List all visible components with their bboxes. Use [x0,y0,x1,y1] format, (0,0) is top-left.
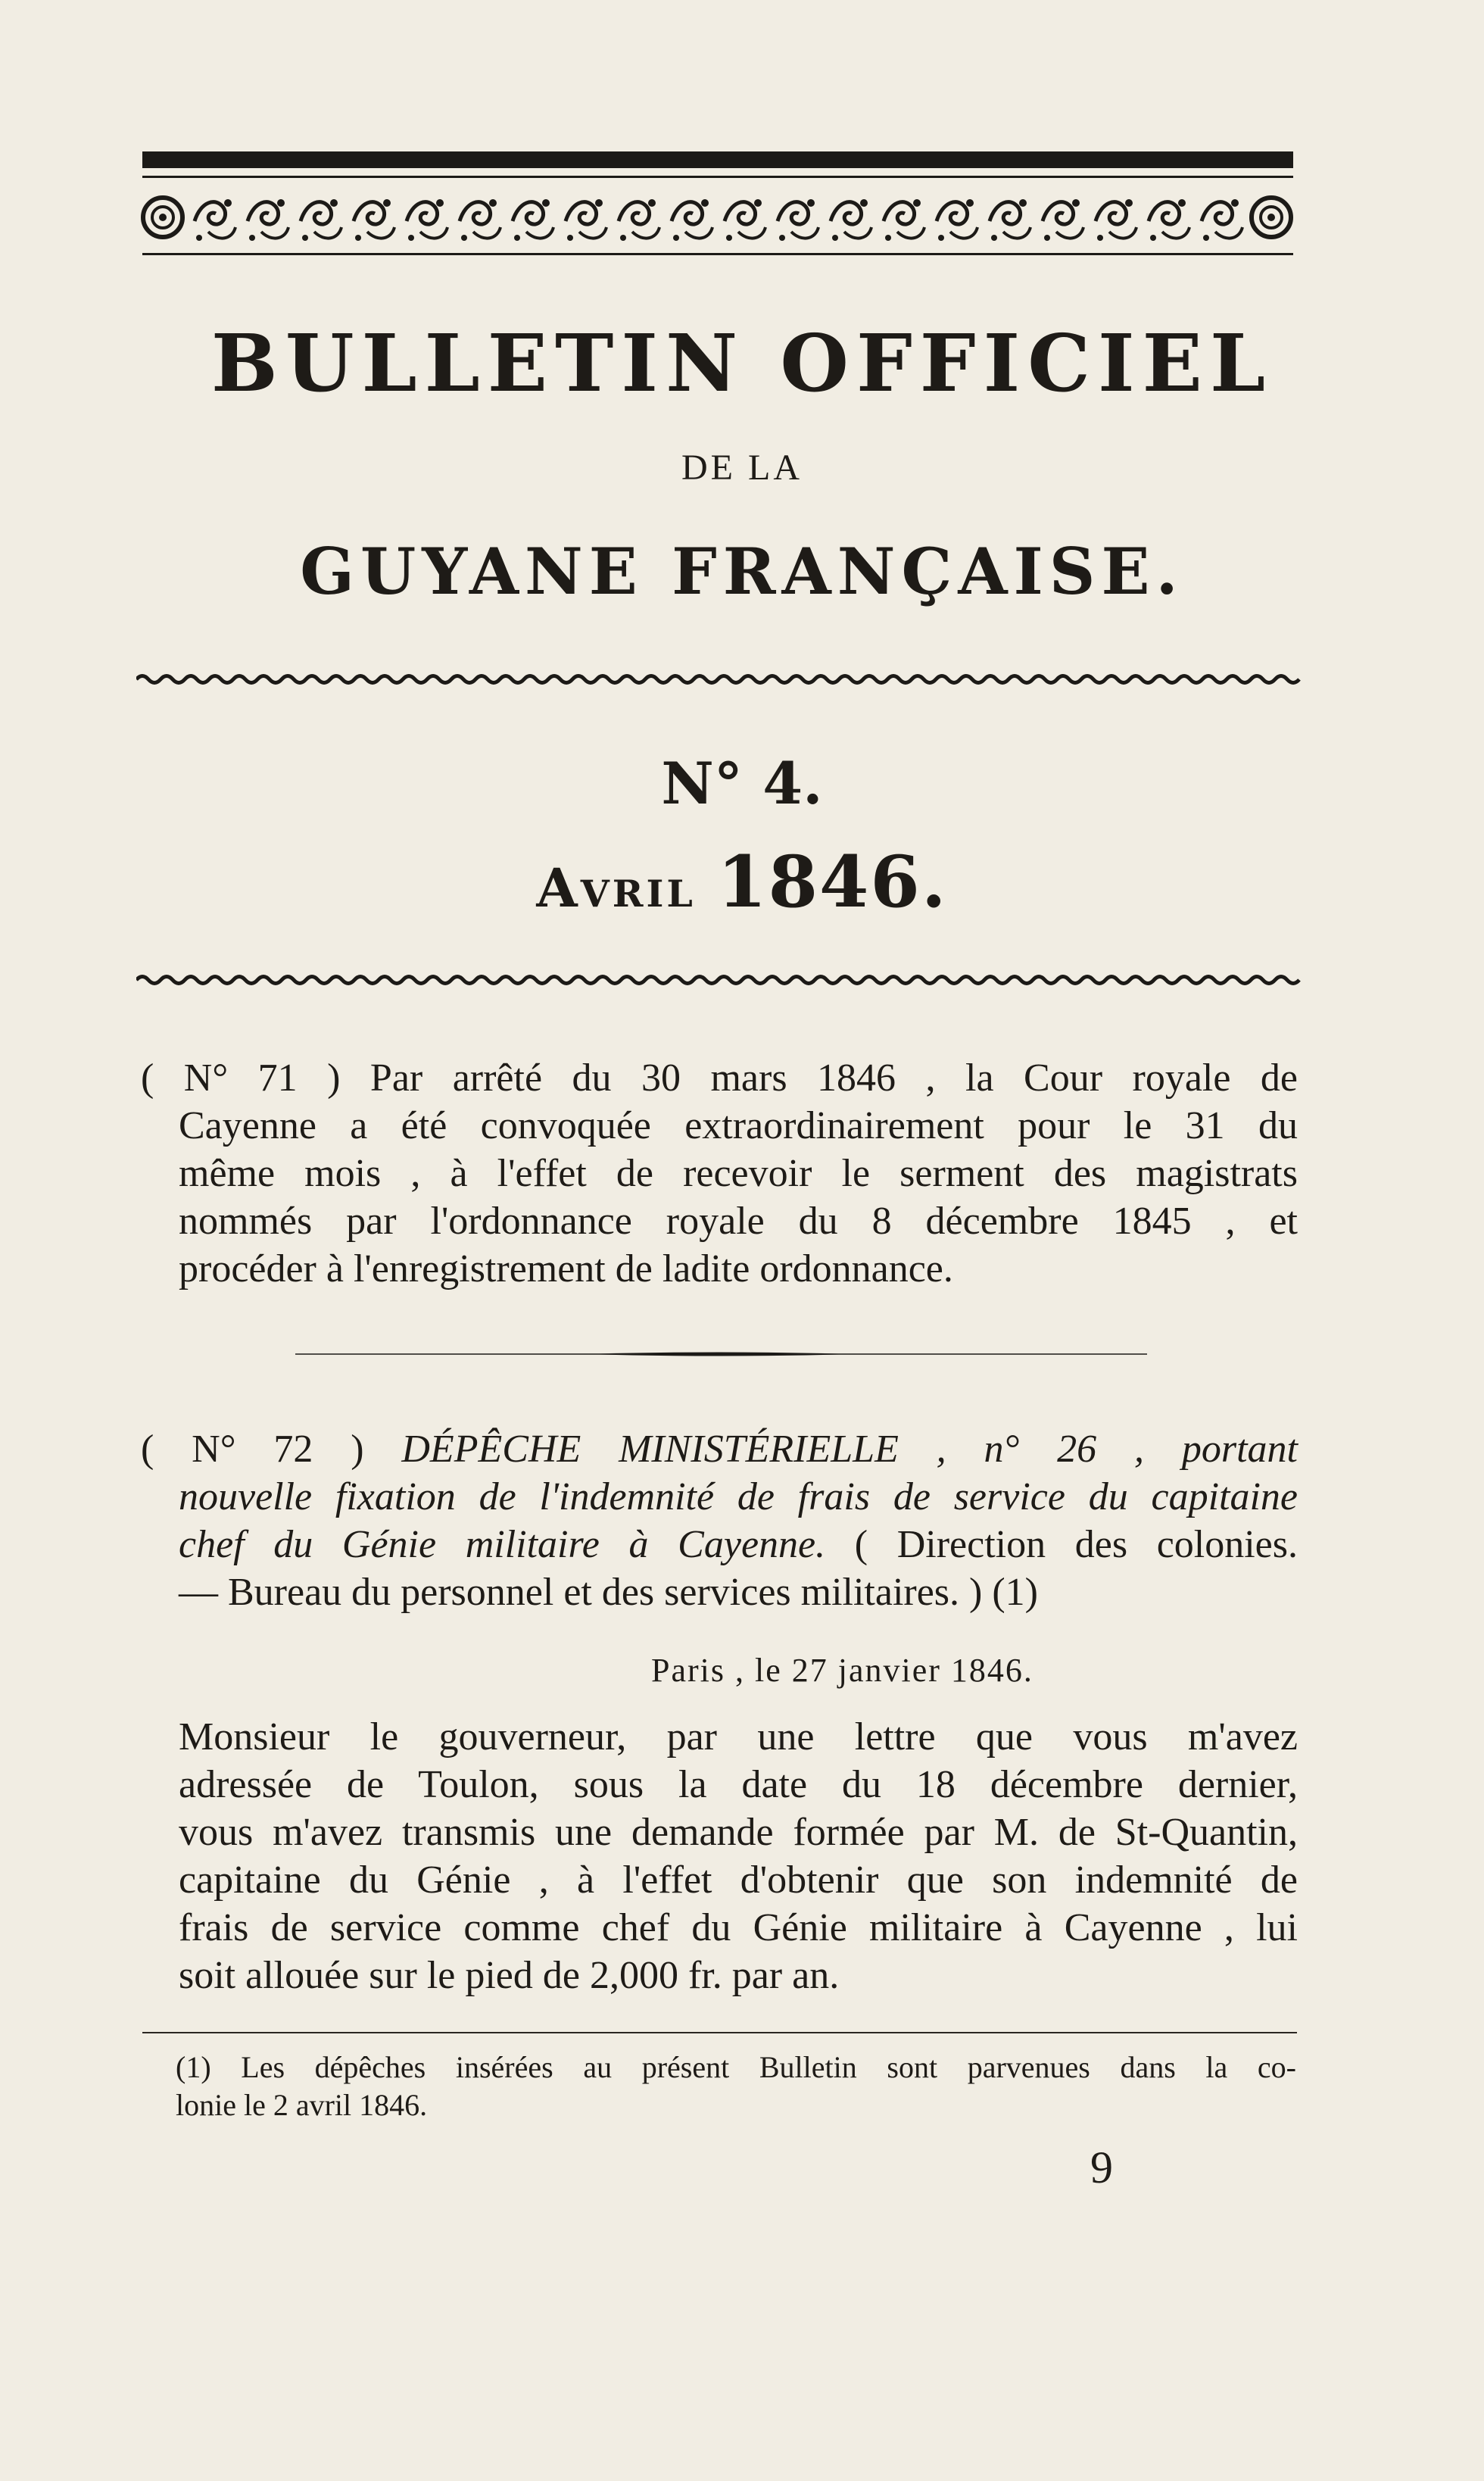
entry-72-body-line: adressée de Toulon, sous la date du 18 décembre dernier, [179,1763,1298,1806]
letter-dateline: Paris , le 27 janvier 1846. [651,1652,1034,1689]
separator-rule [295,1352,1147,1356]
entry-71 [141,1054,1298,1293]
bulletin-title-de-la: DE LA [681,448,803,488]
issue-year: 1846. [717,841,948,924]
footnote-line: lonie le 2 avril 1846. [176,2088,428,2122]
footnote [176,2049,1296,2124]
wavy-rule-upper [136,670,1302,688]
entry-72-body-line: frais de service comme chef du Génie militaire à Cayenne , lui [179,1906,1298,1949]
header-thick-rule [142,151,1293,168]
header-thin-rule-bottom [142,253,1293,255]
bulletin-title-guyane: GUYANE FRANÇAISE. [300,534,1184,609]
entry-72-body [179,1713,1298,1999]
issue-number: N° 4. [661,750,823,817]
entry-72-title-end: chef du Génie militaire à Cayenne. [179,1523,826,1566]
entry-71-line: même mois , à l'effet de recevoir le serment des magistrats [179,1152,1298,1195]
bulletin-title: BULLETIN OFFICIEL [210,317,1274,410]
issue-month: Avril [536,857,696,919]
entry-71-line: ( N° 71 ) Par arrêté du 30 mars 1846 , la Cour royale de [141,1056,1298,1100]
issue-date [0,841,1484,924]
entry-71-line: procéder à l'enregistrement de ladite ordonnance. [179,1247,953,1290]
entry-72-heading [141,1425,1298,1616]
page-number: 9 [1090,2142,1113,2192]
entry-72-heading-line: — Bureau du personnel et des services militaires. ) (1) [179,1571,1038,1614]
entry-72-body-line: capitaine du Génie , à l'effet d'obtenir que son indemnité de [179,1858,1298,1902]
entry-72-heading-line [179,1521,1298,1568]
footnote-rule [142,2032,1297,2033]
entry-72-heading-line: nouvelle fixation de l'indemnité de frais de service du capitaine [179,1475,1298,1518]
entry-72-body-line: vous m'avez transmis une demande formée par M. de St-Quantin, [179,1811,1298,1854]
entry-72-body-line: soit allouée sur le pied de 2,000 fr. par an. [179,1954,840,1997]
ornamental-border [140,182,1295,254]
entry-72-title: DÉPÊCHE MINISTÉRIELLE , n° 26 , portant [401,1428,1298,1471]
entry-71-line: nommés par l'ordonnance royale du 8 décembre 1845 , et [179,1200,1298,1243]
wavy-rule-lower [136,971,1302,989]
entry-71-line: Cayenne a été convoquée extraordinairement pour le 31 du [179,1104,1298,1147]
entry-72-heading-line [141,1425,1298,1473]
footnote-line: (1) Les dépêches insérées au présent Bulletin sont parvenues dans la co- [176,2050,1296,2084]
entry-72-direction: ( Direction des colonies. [825,1523,1298,1566]
entry-72-number: ( N° 72 ) [141,1428,402,1471]
header-thin-rule-top [142,176,1293,178]
entry-72-body-line: Monsieur le gouverneur, par une lettre que vous m'avez [179,1715,1298,1759]
